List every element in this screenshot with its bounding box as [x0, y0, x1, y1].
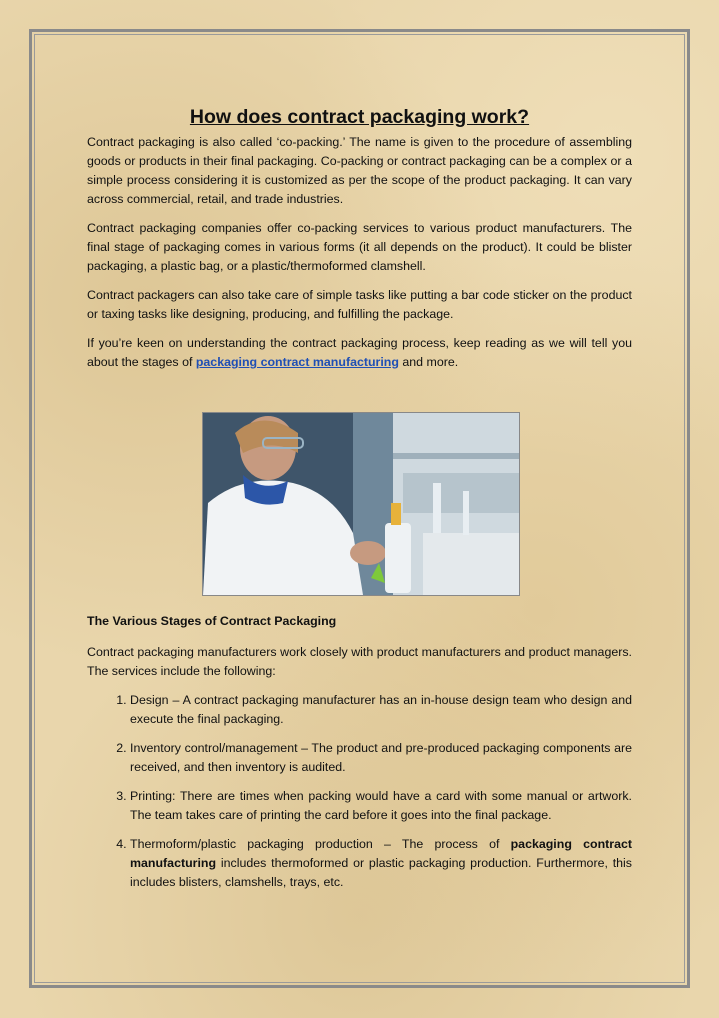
stage4-text-before: Thermoform/plastic packaging production – The process of	[130, 837, 511, 851]
list-item	[130, 835, 632, 892]
paragraph-1: Contract packaging is also called ‘co-packing.’ The name is given to the procedure of assembling goods or products in their final packaging. Co-packing or contract packaging can be a complex or a simple process considering it is customized as per the scope of the product packaging. It can vary across commercial, retail, and trade industries.	[87, 135, 632, 206]
stages-list	[87, 691, 632, 892]
section-heading: The Various Stages of Contract Packaging	[87, 614, 337, 628]
packaging-contract-manufacturing-link[interactable]: packaging contract manufacturing	[195, 355, 399, 369]
list-item: 3. Printing: There are times when packing would have a card with some manual or artwork. The team takes care of printing the card before it goes into the final package.	[130, 787, 632, 825]
list-item: 1. Design – A contract packaging manufacturer has an in-house design team who design and execute the final packaging.	[130, 691, 632, 729]
list-item: 2. Inventory control/management – The product and pre-produced packaging components are received, and then inventory is audited.	[130, 739, 632, 777]
intro-text-before: If you’re keen on understanding the contract packaging process, keep reading as we will tell you about the stages of	[87, 336, 632, 369]
intro-text-after: and more.	[398, 355, 459, 369]
paragraph-2: Contract packaging companies offer co-packing services to various product manufacturers. The final stage of packaging comes in various forms (it all depends on the product). It could be blister packaging, a plastic bag, or a plastic/thermoformed clamshell.	[87, 221, 632, 273]
document-body	[87, 104, 632, 902]
paragraph-3: Contract packagers can also take care of simple tasks like putting a bar code sticker on the product or taxing tasks like designing, producing, and fulfilling the package.	[87, 288, 632, 321]
stage4-bold-term: packaging contract manufacturing	[130, 837, 632, 870]
lab-scene-illustration	[203, 413, 519, 595]
paragraph-4	[87, 334, 632, 372]
lab-photo	[202, 412, 520, 596]
stage4-text-after: includes thermoformed or plastic packaging production. Furthermore, this includes blisters, clamshells, trays, etc.	[130, 856, 632, 889]
page-title: How does contract packaging work?	[189, 106, 530, 128]
section-intro: Contract packaging manufacturers work closely with product manufacturers and product managers. The services include the following:	[87, 645, 632, 678]
